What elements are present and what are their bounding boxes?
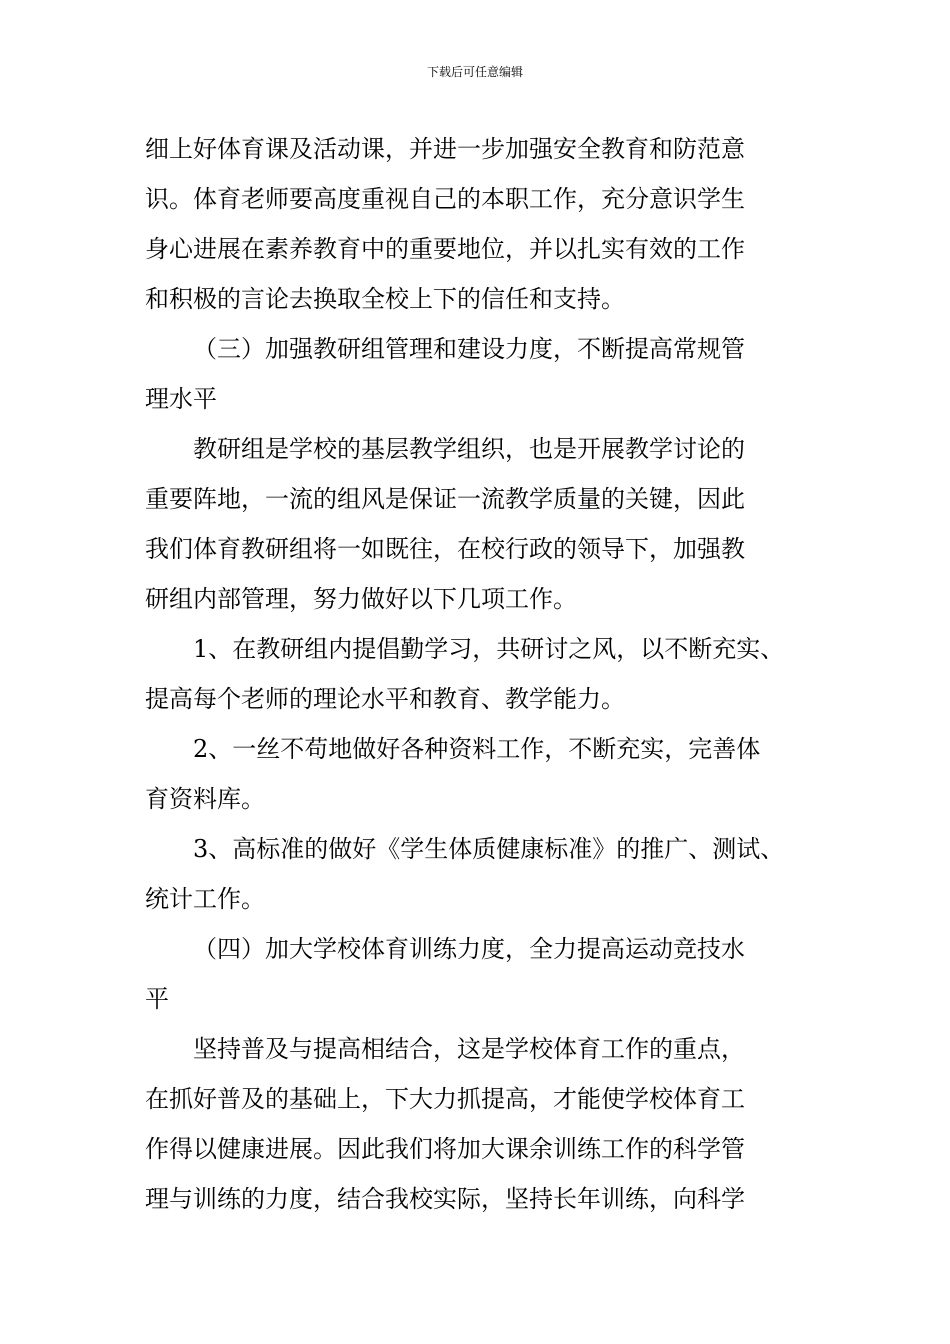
section-heading: 理水平 (145, 385, 217, 413)
text-line: 教研组是学校的基层教学组织，也是开展教学讨论的 (193, 435, 745, 463)
list-item: 3、高标准的做好《学生体质健康标准》的推广、测试、 (193, 835, 785, 863)
text-line: 研组内部管理，努力做好以下几项工作。 (145, 585, 577, 613)
text-line: 和积极的言论去换取全校上下的信任和支持。 (145, 285, 625, 313)
section-heading: （四）加大学校体育训练力度，全力提高运动竞技水 (193, 935, 745, 963)
list-item: 提高每个老师的理论水平和教育、教学能力。 (145, 685, 625, 713)
list-item: 2、一丝不苟地做好各种资料工作，不断充实，完善体 (193, 735, 761, 763)
list-item: 育资料库。 (145, 785, 265, 813)
page-header: 下载后可任意编辑 (426, 65, 523, 79)
text-line: 细上好体育课及活动课，并进一步加强安全教育和防范意 (145, 135, 745, 163)
text-line: 坚持普及与提高相结合，这是学校体育工作的重点， (193, 1035, 745, 1063)
text-line: 理与训练的力度，结合我校实际，坚持长年训练，向科学 (145, 1185, 745, 1213)
section-heading: （三）加强教研组管理和建设力度，不断提高常规管 (193, 335, 745, 363)
list-item: 统计工作。 (145, 885, 265, 913)
text-line: 我们体育教研组将一如既往，在校行政的领导下，加强教 (145, 535, 745, 563)
text-line: 在抓好普及的基础上，下大力抓提高，才能使学校体育工 (145, 1085, 745, 1113)
list-item: 1、在教研组内提倡勤学习，共研讨之风，以不断充实、 (193, 635, 785, 663)
text-line: 身心进展在素养教育中的重要地位，并以扎实有效的工作 (145, 235, 745, 263)
text-line: 识。体育老师要高度重视自己的本职工作，充分意识学生 (145, 185, 745, 213)
text-line: 重要阵地，一流的组风是保证一流教学质量的关键，因此 (145, 485, 745, 513)
text-line: 作得以健康进展。因此我们将加大课余训练工作的科学管 (145, 1135, 745, 1163)
section-heading: 平 (145, 985, 169, 1013)
